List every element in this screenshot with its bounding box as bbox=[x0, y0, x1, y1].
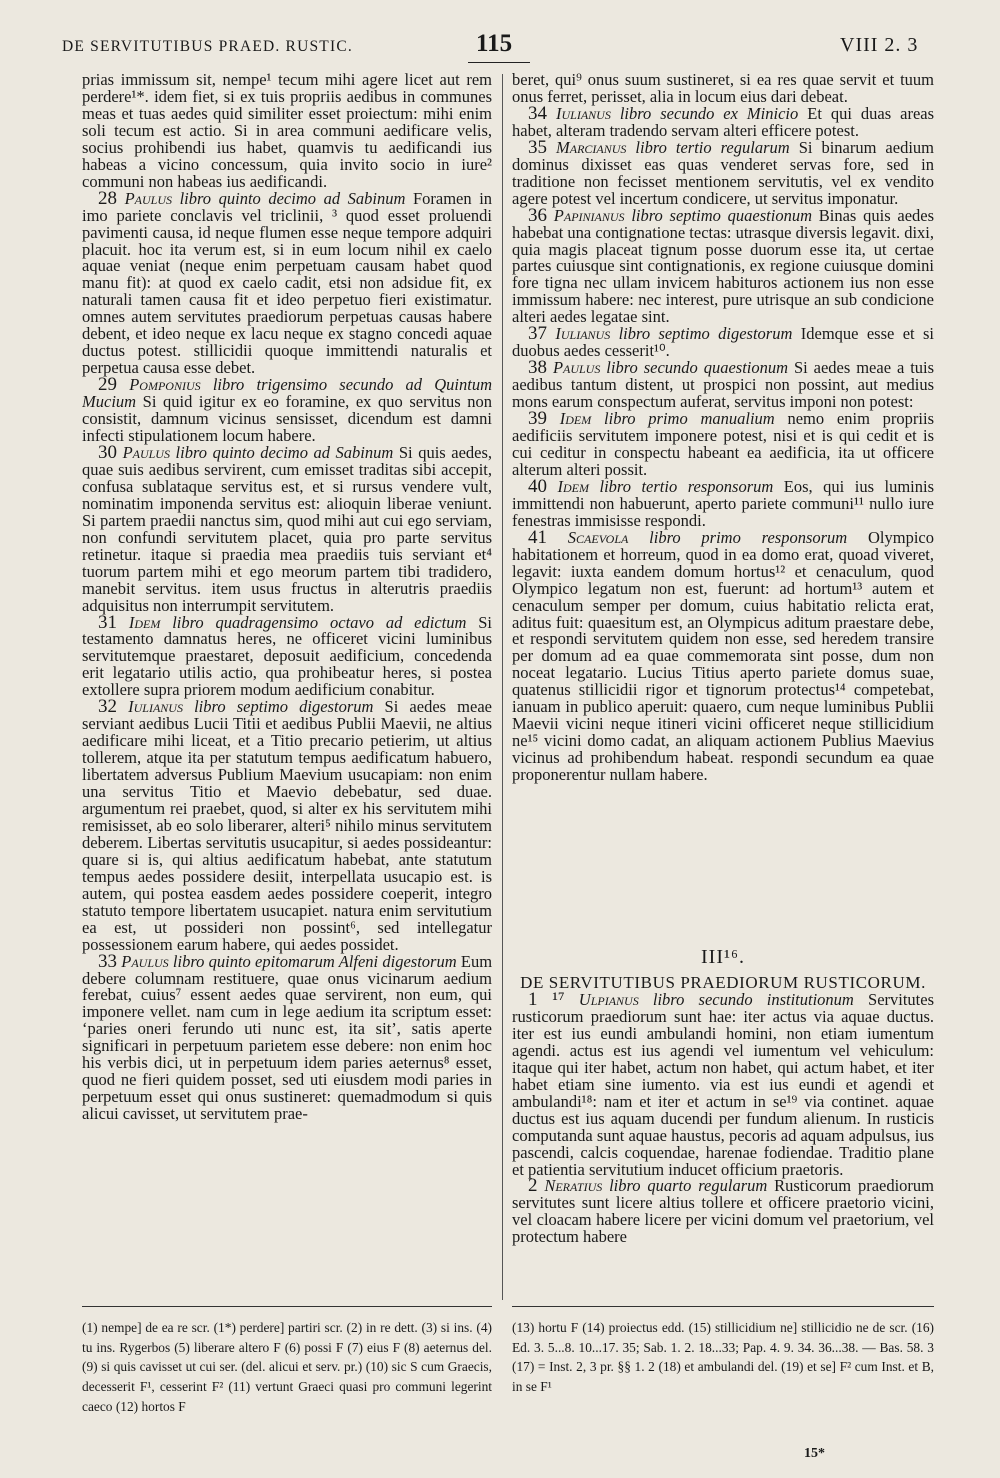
paragraph bbox=[512, 102, 934, 140]
paragraph-text: Si binarum aedium dominus dixisset eas quas venderet servas fore, sed in traditione non fecisset mentionem servitutis, vel ex vendito agere potest vel incertum condicere, ut servitus imponatur. bbox=[512, 137, 934, 208]
page-number: 115 bbox=[476, 30, 513, 57]
running-header-left: DE SERVITUTIBUS PRAED. RUSTIC. bbox=[62, 38, 353, 55]
source-citation: libro secundo quaestionum bbox=[606, 358, 789, 378]
source-citation: libro tertio regularum bbox=[635, 137, 790, 157]
source-citation: libro septimo quaestionum bbox=[631, 205, 812, 225]
paragraph-text: nemo enim propriis aedificiis servitutem imponere potest, nisi et is qui cedit et is cui ceditur in conspectu habeant ea aedificia, ita ut officere alterum alteri possit. bbox=[512, 409, 934, 479]
footnote-rule-left bbox=[82, 1306, 492, 1307]
signature-mark: 15* bbox=[804, 1446, 825, 1461]
paragraph bbox=[512, 204, 934, 327]
paragraph bbox=[82, 696, 492, 954]
paragraph bbox=[82, 611, 492, 700]
paragraph-text: Si quis aedes, quae suis aedibus servirent, cum emisset traditas sibi accepit, confusa sublataque servitus est, et si rursus vendere vult, nominatim imponenda servitus est: alioquin liberae veniunt. Si partem praedii nanctus sim, quod mihi aut cui ego serviam, non confundi servitutem placet, quia pro parte servitus retinetur. itaque si praedia mea praediis tuis serviant et⁴ tuorum partem mihi et ego meorum partem tibi tradidero, manebit servitus. item usus fructus in alterutris praediis adquisitus non interrumpit servitutem. bbox=[82, 442, 492, 615]
paragraph bbox=[82, 950, 492, 1124]
source-citation: libro quarto regularum bbox=[609, 1176, 768, 1196]
paragraph bbox=[512, 357, 934, 412]
jurist-name: Iulianus bbox=[555, 324, 611, 344]
section-number: 41 bbox=[528, 526, 547, 548]
footnotes-left bbox=[82, 1318, 492, 1417]
jurist-name: Ulpianus bbox=[578, 992, 639, 1009]
source-citation: libro primo manualium bbox=[604, 409, 775, 429]
column-divider bbox=[502, 74, 503, 1300]
jurist-name: Paulus bbox=[124, 188, 172, 208]
paragraph-text: Eum debere columnam restituere, quae onus vicinarum aedium ferebat, cuius⁷ essent aedes quae servirent, non eum, qui imponere vellet. nam cum in lege aedium ita scriptum esset: ‘paries oneri ferundo uti nunc est, ita sit’, satis aperte significari in perpetuum parietem esse debere: non enim hoc his verbis dici, ut in perpetuum idem paries aeternus⁸ esset, quod ne fieri quidem posset, sed uti eiusdem modi paries in perpetuum esset qui onus sustineret: quemadmodum si quis alicui cavisset, ut servitutem prae- bbox=[82, 951, 492, 1124]
paragraph-text: Si aedes meae serviant aedibus Lucii Titii et aedibus Publii Maevii, ne altius aedificare mihi liceat, et a Titio precario petierim, ut altius tollerem, atque ita per statutum tempus aedificatum habuero, libertatem adversus Publium Maevium usucapiam: non enim una servitus Titio et Maevio debebatur, sed duae. argumentum rei praebet, quod, si alter ex his servitutem mihi remisisset, ab eo solo liberarer, alteri⁵ nihilo minus servitutem deberem. Libertas servitutis usucapitur, si aedes possideantur: quare si is, qui altius aedificatum habebat, ante statutum tempus aedes possidere desiit, interpellata usucapio est. is autem, qui postea easdem aedes possidere coeperit, integro statuto tempore libertatem usucapiet. natura enim servitutium ea est, ut possideri non possint⁶, sed intellegatur possessionem earum habere, qui aedes possidet. bbox=[82, 697, 492, 954]
source-citation: libro trigensimo secundo ad Quintum Mucium bbox=[82, 375, 492, 412]
paragraph bbox=[82, 441, 492, 615]
paragraph-text: Foramen in imo pariete conclavis vel triclinii, ³ quod esset proluendi pavimenti causa, id neque flumen esse neque tempore adquiri placuit. hoc ita verum est, si in eum locum nihil ex caelo aquae veniat (neque enim perpetuam causam habet quod manu fit): at quod ex caelo cadit, etsi non adsidue fit, ex naturali tamen causa fit et ideo perpetuo fieri existimatur. omnes autem servitutes praediorum perpetuas causas habere debent, et ideo neque ex lacu neque ex stagno concedi aquae ductus potest. stillicidii quoque immittendi naturalis et perpetua causa esse debet. bbox=[82, 188, 492, 378]
source-citation: libro quinto decimo ad Sabinum bbox=[179, 188, 406, 208]
section-number: 39 bbox=[528, 408, 547, 430]
section-number: 32 bbox=[98, 696, 117, 718]
footnotes-right bbox=[512, 1318, 934, 1397]
source-citation: libro secundo institutionum bbox=[652, 992, 854, 1009]
paragraph bbox=[82, 72, 492, 191]
paragraph-text: Et qui duas areas habet, alteram tradendo servam alteri efficere potest. bbox=[512, 103, 934, 140]
section-number: 35 bbox=[528, 136, 547, 158]
title-number: III¹⁶. bbox=[701, 946, 745, 968]
paragraph-text: Si aedes meae a tuis aedibus tantum distent, ut prospici non possint, aut medius mons earum conspectum auferat, servitus imponi non potest: bbox=[512, 358, 934, 412]
paragraph bbox=[512, 136, 934, 208]
right-text-column-continued bbox=[512, 992, 934, 1292]
section-number: 29 bbox=[98, 374, 117, 396]
section-number: 36 bbox=[528, 204, 547, 226]
jurist-name: Idem bbox=[128, 612, 161, 632]
title-heading: DE SERVITUTIBUS PRAEDIORUM RUSTICORUM. bbox=[520, 973, 926, 992]
source-citation: libro septimo digestorum bbox=[194, 697, 374, 717]
jurist-name: Paulus bbox=[122, 442, 170, 462]
section-number: 30 bbox=[98, 441, 117, 463]
jurist-name: Iulianus bbox=[128, 697, 183, 717]
jurist-name: Papinianus bbox=[553, 205, 625, 225]
source-citation: libro quinto decimo ad Sabinum bbox=[175, 442, 394, 462]
source-citation: libro septimo digestorum bbox=[618, 324, 793, 344]
paragraph bbox=[512, 323, 934, 361]
footnote-rule-right bbox=[512, 1306, 934, 1307]
title-block bbox=[512, 946, 934, 993]
running-header-right: VIII 2. 3 bbox=[840, 34, 919, 56]
section-number: 2 bbox=[528, 1175, 538, 1197]
header-underline bbox=[468, 62, 530, 63]
paragraph bbox=[512, 1175, 934, 1247]
paragraph-text: prias immissum sit, nempe¹ tecum mihi agere licet aut rem perdere¹*. idem fiet, si ex tuis propriis aedibus in communes meas et tuas aedes quid similiter esset proiectum: mihi enim soli tecum est actio. Si in area communi aedificare velis, socius prohibendi ius habet, quamvis tu aedificandi ius habeas a vicino concessum, quia invito socio in iure² communi non habeas ius aedificandi. bbox=[82, 72, 492, 191]
jurist-name: Paulus bbox=[121, 951, 169, 971]
source-citation: libro tertio responsorum bbox=[599, 476, 774, 496]
paragraph-text: Binas quis aedes habebat una contignatione tectas: utrasque diversis legavit. dixi, quia magis placeat tignum posse duorum esse ita, ut certae partes cuiusque sint contignationis, ex regione cuiusque domini fore tigna nec ullam invicem habituros actionem ius non esse immissum habere: nec interest, pure utrisque an sub condicione alteri aedes legatae sint. bbox=[512, 205, 934, 327]
paragraph-text: Si testamento damnatus heres, ne officeret vicini luminibus servitutemque praestaret, deposuit aedificium, concedenda erit legatario utilis actio, qua prohibeatur heres, si postea extollere supra priorem modum aedificium conabitur. bbox=[82, 612, 492, 700]
source-citation: libro quinto epitomarum Alfeni digestorum bbox=[172, 951, 457, 971]
jurist-name: Neratius bbox=[544, 1176, 603, 1196]
paragraph-text: Idemque esse et si duobus aedes cesserit¹⁰. bbox=[512, 324, 934, 361]
source-citation: libro secundo ex Minicio bbox=[619, 103, 799, 123]
paragraph-text: Rusticorum praediorum servitutes sunt licere altius tollere et officere praetorio vicini, vel cloacam habere licere per vicini domum vel praetorium, vel protectum habere bbox=[512, 1176, 934, 1247]
section-number: 1 ¹⁷ bbox=[528, 992, 565, 1010]
section-number: 40 bbox=[528, 475, 547, 497]
paragraph bbox=[512, 992, 934, 1178]
paragraph-text: Olympico habitationem et horreum, quod in ea domo erat, quoad viveret, legavit: iuxta eandem domum hortus¹² et cenaculum, quod Olympico legatum non est, fuerunt: ad hortum¹³ autem et cenaculum semper per domum, cuius habitatio relicta erat, aditus fuit: quaesitum est, an Olympicus aditum praestare debe, et respondi servitutem quidem non esse, sed heredem transire per domum ad ea quae commemorata sint posse, dum non noceat legatario. Lucius Titius aperto pariete domus suae, quatenus stillicidii rigor et tignorum protectus¹⁴ competebat, ianuam in publico aperuit: quaero, cum neque luminibus Publii Maevii vicini neque itineri vicini officeret neque stillicidium ne¹⁵ vicini domo cadat, an aliquam actionem Publius Maevius vicinus ad prohibendum habeat. respondi secundum ea quae proponerentur nullam habere. bbox=[512, 527, 934, 785]
paragraph-text: Servitutes rusticorum praediorum sunt hae: iter actus via aquae ductus. iter est ius eundi ambulandi homini, non etiam iumentum agendi. actus est ius agendi vel iumentum vel vehiculum: itaque qui iter habet, actum non habet, qui actum habet, et iter habet etiam sine iumento. via est ius eundi et agendi et ambulandi¹⁸: nam et iter et actum in se¹⁹ via continet. aquae ductus est ius aquam ducendi per fundum alienum. In rusticis computanda sunt aquae haustus, pecoris ad aquam adpulsus, ius pascendi, calcis coquendae, harenae fodiendae. Traditio plane et patientia servitutium inducet officium praetoris. bbox=[512, 992, 934, 1179]
section-number: 38 bbox=[528, 357, 547, 379]
paragraph-text: beret, qui⁹ onus suum sustineret, si ea res quae servit et tuum onus ferret, perisset, alia in locum eius dari debeat. bbox=[512, 72, 934, 106]
section-number: 33 bbox=[98, 950, 117, 972]
footnotes-right-text: (13) hortu F (14) proiectus edd. (15) stillicidium ne] stillicidio ne de scr. (16) Ed. 3. 5...8. 10...17. 35; Sab. 1. 2. 18...33; Pap. 4. 9. 34. 36...38. — Bas. 58. 3 (17) = Inst. 2, 3 pr. §§ 1. 2 (18) et ambulandi del. (19) et se] F² cum Inst. et B, in se F¹ bbox=[512, 1320, 934, 1395]
section-number: 34 bbox=[528, 102, 547, 124]
jurist-name: Paulus bbox=[552, 358, 601, 378]
paragraph bbox=[82, 187, 492, 378]
jurist-name: Pomponius bbox=[129, 375, 201, 395]
section-number: 31 bbox=[98, 611, 117, 633]
paragraph bbox=[512, 408, 934, 479]
jurist-name: Idem bbox=[559, 409, 592, 429]
paragraph bbox=[512, 526, 934, 785]
jurist-name: Idem bbox=[557, 476, 589, 496]
section-number: 37 bbox=[528, 323, 547, 345]
footnotes-left-text: (1) nempe] de ea re scr. (1*) perdere] partiri scr. (2) in re dett. (3) si ins. (4) tu ins. Rygerbos (5) liberare altero F (6) possi F (7) eius F (8) aeternus del. (9) si quis cavisset ut cui ser. (del. alicui et serv. pr.) (10) sic S cum Graecis, decesserit F¹, cesserint F² (11) vertunt Graeci quasi pro communi legerint caeco (12) hortos F bbox=[82, 1320, 492, 1414]
source-citation: libro primo responsorum bbox=[649, 527, 848, 547]
paragraph-text: Si quid igitur ex eo foramine, ex quo servitus non consistit, damnum vicinus sensisset, dicendum est damni infecti stipulationem locum habere. bbox=[82, 392, 492, 446]
section-number: 28 bbox=[98, 187, 117, 209]
jurist-name: Scaevola bbox=[567, 527, 629, 547]
paragraph bbox=[512, 72, 934, 106]
source-citation: libro quadragensimo octavo ad edictum bbox=[172, 612, 467, 632]
right-text-column bbox=[512, 72, 934, 952]
left-text-column bbox=[82, 72, 492, 1290]
paragraph bbox=[512, 475, 934, 530]
paragraph bbox=[82, 374, 492, 446]
paragraph-text: Eos, qui ius luminis immittendi non habuerunt, aperto pariete communi¹¹ nullo iure fenestras immisisse respondi. bbox=[512, 476, 934, 530]
jurist-name: Iulianus bbox=[555, 103, 611, 123]
jurist-name: Marcianus bbox=[556, 137, 627, 157]
